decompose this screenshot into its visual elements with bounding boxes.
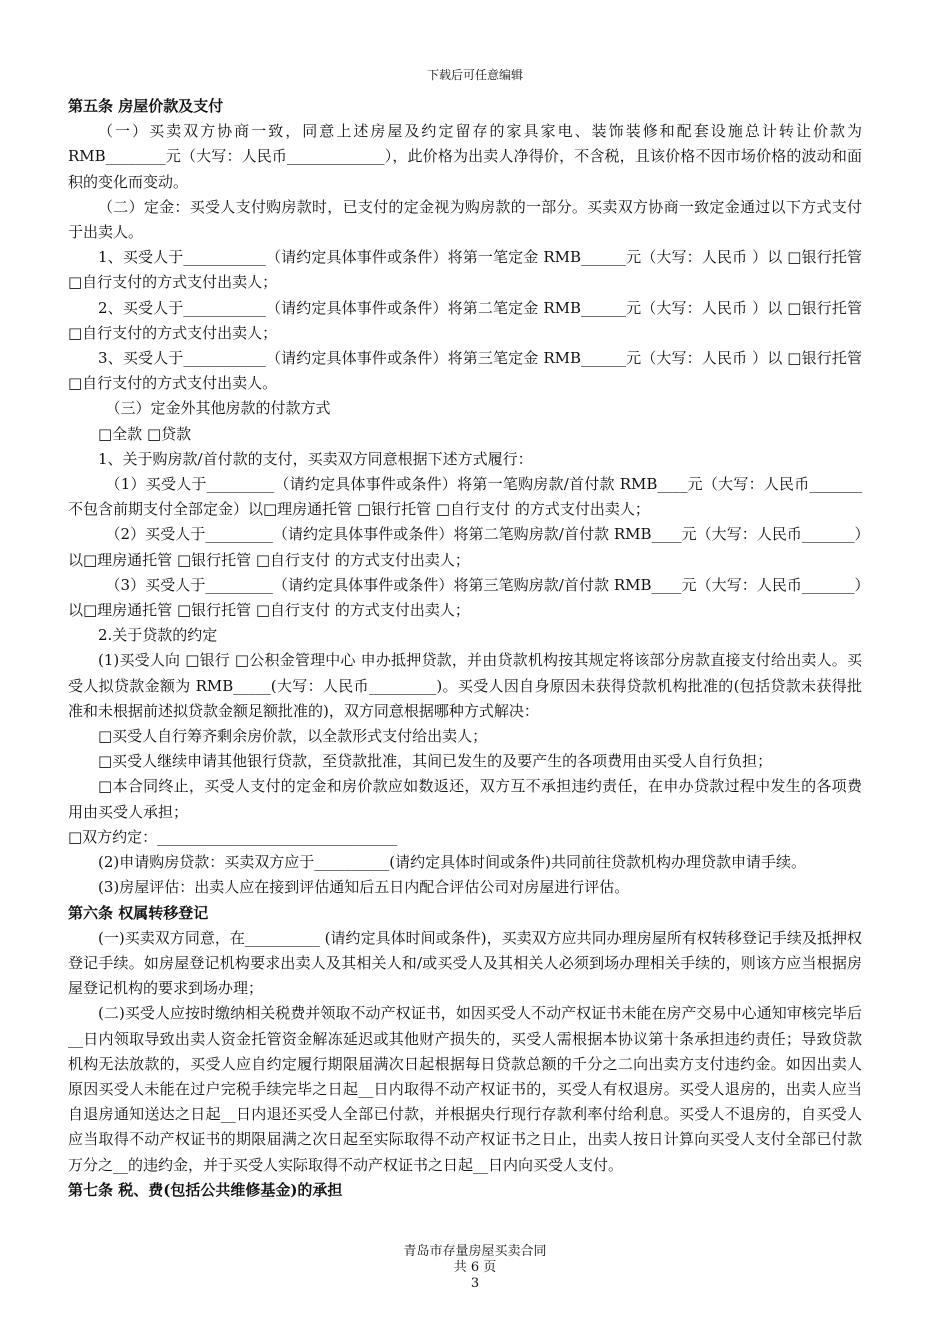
footer-page-number: 3 <box>470 1276 480 1291</box>
clause-paragraph: 1、买受人于___________（请约定具体事件或条件）将第一笔定金 RMB______元（大写：人民币 ）以 □银行托管 □自行支付的方式支付出卖人； <box>68 248 862 292</box>
footer-page-count: 共 6 页 <box>453 1260 497 1275</box>
section-heading: 第五条 房屋价款及支付 <box>68 97 224 115</box>
clause-paragraph: (3)房屋评估：出卖人应在接到评估通知后五日内配合评估公司对房屋进行评估。 <box>98 878 630 897</box>
clause-paragraph: 2、买受人于___________（请约定具体事件或条件）将第二笔定金 RMB______元（大写：人民币 ）以 □银行托管 □自行支付的方式支付出卖人； <box>68 298 862 342</box>
clause-paragraph: (2)申请购房贷款：买卖双方应于__________(请约定具体时间或条件)共同前往贷款机构办理贷款申请手续。 <box>98 853 806 872</box>
clause-paragraph: □买受人继续申请其他银行贷款，至贷款批准，其间已发生的及要产生的各项费用由买受人自行负担； <box>98 752 773 771</box>
clause-paragraph: □本合同终止，买受人支付的定金和房价款应如数返还，双方互不承担违约责任，在申办贷款过程中发生的各项费用由买受人承担； <box>68 777 862 821</box>
clause-paragraph: □买受人自行筹齐剩余房价款，以全款形式支付给出卖人； <box>98 727 488 746</box>
clause-paragraph: （三）定金外其他房款的付款方式 <box>105 399 331 418</box>
clause-paragraph: （1）买受人于_________（请约定具体事件或条件）将第一笔购房款/首付款 RMB____元（大写：人民币_______不包含前期支付全部定金）以□理房通托管 □银行托管 □自行支付 的方式支付出卖人； <box>68 475 862 519</box>
footer-title: 青岛市存量房屋买卖合同 <box>403 1244 547 1259</box>
clause-paragraph: （二）定金：买受人支付购房款时，已支付的定金视为购房款的一部分。买卖双方协商一致定金通过以下方式支付于出卖人。 <box>68 197 862 242</box>
clause-paragraph: □双方约定：________________________________ <box>68 827 398 846</box>
clause-paragraph: 3、买受人于___________（请约定具体事件或条件）将第三笔定金 RMB______元（大写：人民币 ）以 □银行托管 □自行支付的方式支付出卖人。 <box>68 349 862 393</box>
clause-paragraph: （3）买受人于_________（请约定具体事件或条件）将第三笔购房款/首付款 RMB____元（大写：人民币_______）以□理房通托管 □银行托管 □自行支付 的方式支付出卖人； <box>68 575 862 620</box>
section-heading: 第六条 权属转移登记 <box>68 903 209 922</box>
clause-paragraph: (1)买受人向 □银行 □公积金管理中心 申办抵押贷款，并由贷款机构按其规定将该部分房款直接支付给出卖人。买受人拟贷款金额为 RMB_____(大写：人民币_________)。买受人因自身原因未获得贷款机构批准的(包括贷款未获得批准和未根据前述拟贷款金额足额批准的)，双方同意根据哪种方式解决： <box>68 651 862 720</box>
clause-paragraph: （一）买卖双方协商一致，同意上述房屋及约定留存的家具家电、装饰装修和配套设施总计转让价款为RMB________元（大写：人民币_____________），此价格为出卖人净得价，不含税，且该价格不因市场价格的波动和面积的变化而变动。 <box>68 122 862 191</box>
section-heading: 第七条 税、费(包括公共维修基金)的承担 <box>68 1180 343 1199</box>
page-footer <box>0 1244 950 1292</box>
clause-paragraph: （2）买受人于_________（请约定具体事件或条件）将第二笔购房款/首付款 RMB____元（大写：人民币_______）以□理房通托管 □银行托管 □自行支付 的方式支付出卖人； <box>68 525 862 569</box>
clause-paragraph: (二)买受人应按时缴纳相关税费并领取不动产权证书，如因买受人不动产权证书未能在房产交易中心通知审核完毕后__日内领取导致出卖人资金托管资金解冻延迟或其他财产损失的，买受人需根据本协议第十条承担违约责任；导致贷款机构无法放款的，买受人应自约定履行期限届满次日起根据每日贷款总额的千分之二向出卖方支付违约金。如因出卖人原因买受人未能在过户完税手续完毕之日起__日内取得不动产权证书的，买受人有权退房。买受人退房的，出卖人应当自退房通知送达之日起__日内退还买受人全部已付款，并根据央行现行存款利率付给利息。买受人不退房的，自买受人应当取得不动产权证书的期限届满之次日起至实际取得不动产权证书之日止，出卖人按日计算向买受人支付全部已付款万分之__的违约金，并于买受人实际取得不动产权证书之日起__日内向买受人支付。 <box>68 1004 862 1174</box>
header-note: 下载后可任意编辑 <box>426 68 523 82</box>
clause-paragraph: (一)买卖双方同意，在__________ (请约定具体时间或条件)，买卖双方应共同办理房屋所有权转移登记手续及抵押权登记手续。如房屋登记机构要求出卖人及其相关人和/或买受人及其相关人必须到场办理相关手续的，则该方应当根据房屋登记机构的要求到场办理； <box>68 928 862 998</box>
clause-paragraph: 1、关于购房款/首付款的支付，买卖双方同意根据下述方式履行： <box>98 449 533 468</box>
contract-body <box>68 94 862 1203</box>
clause-paragraph: □全款 □贷款 <box>98 424 192 443</box>
clause-paragraph: 2.关于贷款的约定 <box>98 626 218 645</box>
